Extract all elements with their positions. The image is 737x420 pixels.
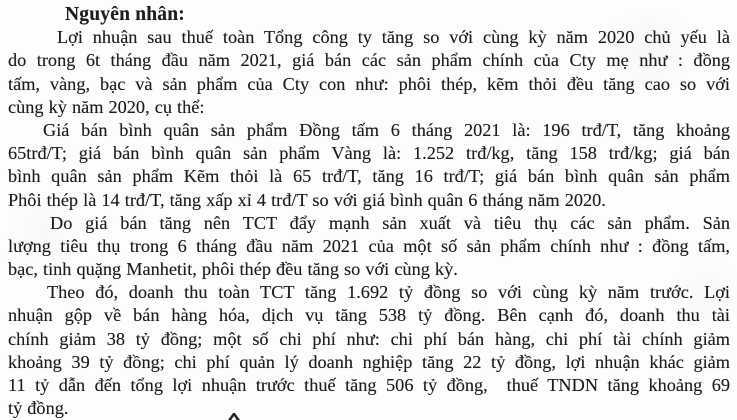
text-line: 11 tỷ dẫn đến tổng lợi nhuận trước thuế tăng 506 tỷ đồng, thuế TNDN tăng khoảng 69 xyxy=(8,375,730,395)
text-line: tấm, vàng, bạc và sản phẩm của Cty con như: phôi thép, kẽm thỏi đều tăng cao so với xyxy=(8,73,730,94)
text-line: Lợi nhuận sau thuế toàn Tổng công ty tăng so với cùng kỳ năm 2020 chủ yếu là xyxy=(57,27,730,48)
text-line: Theo đó, doanh thu toàn TCT tăng 1.692 tỷ đồng so với cùng kỳ năm trước. Lợi xyxy=(47,282,730,303)
text-line: bình quân sản phẩm Kẽm thỏi là 65 trđ/T, tăng 16 trđ/T; giá bán bình quân sản phẩm xyxy=(8,166,730,187)
text-line: tỷ đồng. xyxy=(8,398,69,419)
text-line: do trong 6t tháng đầu năm 2021, giá bán các sản phẩm chính của Cty mẹ như : đồng xyxy=(8,50,730,71)
text-line: chính giảm 38 tỷ đồng; một số chi phí như: chi phí bán hàng, chi phí tài chính giảm xyxy=(8,328,730,349)
paragraph-2 xyxy=(8,119,730,212)
text-line: bạc, tinh quặng Manhetit, phôi thép đều tăng so với cùng kỳ. xyxy=(8,259,458,280)
text-line: Giá bán bình quân sản phẩm Đồng tấm 6 tháng 2021 là: 196 trđ/T, tăng khoảng xyxy=(43,119,730,140)
text-line: 65trđ/T; giá bán bình quân sản phẩm Vàng là: 1.252 trđ/kg, tăng 158 trđ/kg; giá bán xyxy=(8,143,730,164)
section-heading: Nguyên nhân: xyxy=(65,4,185,25)
text-line: Do giá bán tăng nên TCT đẩy mạnh sản xuất và tiêu thụ các sản phẩm. Sản xyxy=(50,212,730,233)
paragraph-1 xyxy=(8,26,730,119)
text-line: lượng tiêu thụ trong 6 tháng đầu năm 2021 của một số sản phẩm chính như : đồng tấm, xyxy=(8,235,730,256)
paragraph-4 xyxy=(8,281,730,420)
paragraph-3 xyxy=(8,212,730,282)
text-line: Phôi thép là 14 trđ/T, tăng xấp xỉ 4 trđ/T so với giá bình quân 6 tháng năm 2020. xyxy=(8,189,606,210)
text-line: khoảng 39 tỷ đồng; chi phí quản lý doanh nghiệp tăng 22 tỷ đồng, lợi nhuận khác giảm xyxy=(8,351,730,372)
document-page xyxy=(8,3,730,420)
text-line: nhuận gộp về bán hàng hóa, dịch vụ tăng 538 tỷ đồng. Bên cạnh đó, doanh thu tài xyxy=(8,305,730,326)
text-line: cùng kỳ năm 2020, cụ thể: xyxy=(8,96,205,117)
